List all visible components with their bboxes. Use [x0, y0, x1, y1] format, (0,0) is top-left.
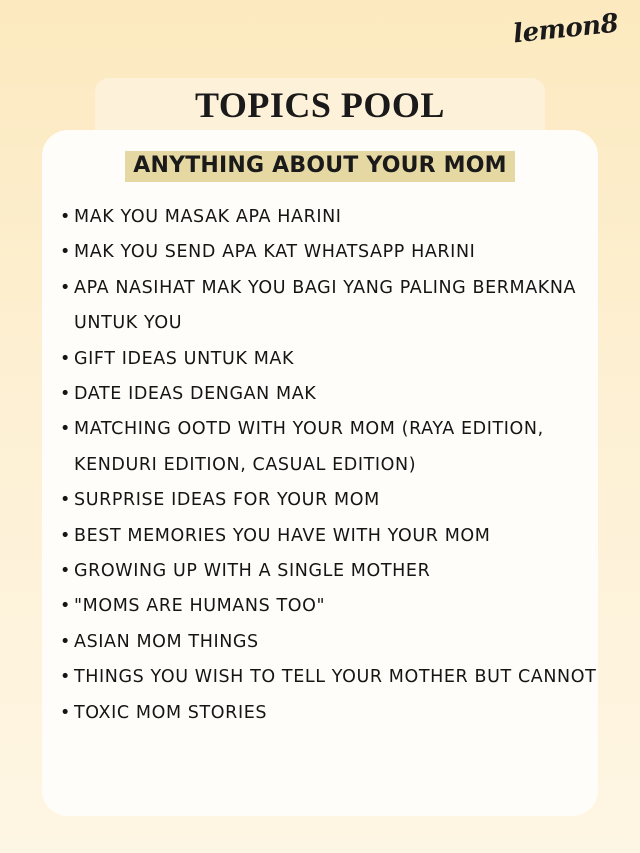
topic-text: GIFT IDEAS UNTUK MAK	[74, 348, 295, 369]
bullet-icon: •	[60, 490, 71, 511]
bullet-icon: •	[60, 348, 71, 369]
topic-item	[60, 235, 598, 270]
topic-item	[60, 271, 598, 342]
page-title: TOPICS POOL	[195, 85, 445, 125]
topic-item	[60, 660, 598, 695]
topic-text: GROWING UP WITH A SINGLE MOTHER	[74, 561, 431, 582]
topic-text: BEST MEMORIES YOU HAVE WITH YOUR MOM	[74, 525, 491, 546]
topic-item	[60, 483, 598, 518]
bullet-icon: •	[60, 242, 71, 263]
topic-item	[60, 377, 598, 412]
topic-list	[42, 200, 598, 731]
bullet-icon: •	[60, 667, 71, 688]
bullet-icon: •	[60, 419, 71, 440]
topic-item	[60, 342, 598, 377]
topic-item	[60, 589, 598, 624]
card-subtitle: ANYTHING ABOUT YOUR MOM	[125, 151, 515, 182]
topic-text: MAK YOU MASAK APA HARINI	[74, 207, 342, 227]
topic-item	[60, 200, 598, 235]
topic-text: APA NASIHAT MAK YOU BAGI YANG PALING BERMAKNA UNTUK YOU	[74, 277, 577, 334]
topic-text: DATE IDEAS DENGAN MAK	[74, 384, 317, 405]
bullet-icon: •	[60, 561, 71, 582]
topic-item	[60, 412, 598, 483]
bullet-icon: •	[60, 702, 71, 723]
bullet-icon: •	[60, 207, 71, 227]
topic-text: TOXIC MOM STORIES	[74, 702, 268, 723]
topic-text: THINGS YOU WISH TO TELL YOUR MOTHER BUT CANNOT	[74, 667, 597, 688]
topic-item	[60, 696, 598, 731]
bullet-icon: •	[60, 631, 71, 652]
topic-text: MAK YOU SEND APA KAT WHATSAPP HARINI	[74, 242, 476, 263]
topic-text: SURPRISE IDEAS FOR YOUR MOM	[74, 490, 380, 511]
bullet-icon: •	[60, 596, 71, 617]
topics-card	[42, 130, 598, 816]
topic-item	[60, 519, 598, 554]
topic-item	[60, 554, 598, 589]
bullet-icon: •	[60, 525, 71, 546]
topic-text: MATCHING OOTD WITH YOUR MOM (RAYA EDITION, KENDURI EDITION, CASUAL EDITION)	[74, 419, 544, 475]
topic-text: ASIAN MOM THINGS	[74, 631, 259, 652]
subtitle-wrapper	[42, 151, 598, 182]
bullet-icon: •	[60, 384, 71, 405]
topic-text: "MOMS ARE HUMANS TOO"	[74, 596, 326, 617]
topic-item	[60, 625, 598, 660]
bullet-icon: •	[60, 277, 71, 298]
lemon8-logo: lemon8	[511, 8, 620, 50]
